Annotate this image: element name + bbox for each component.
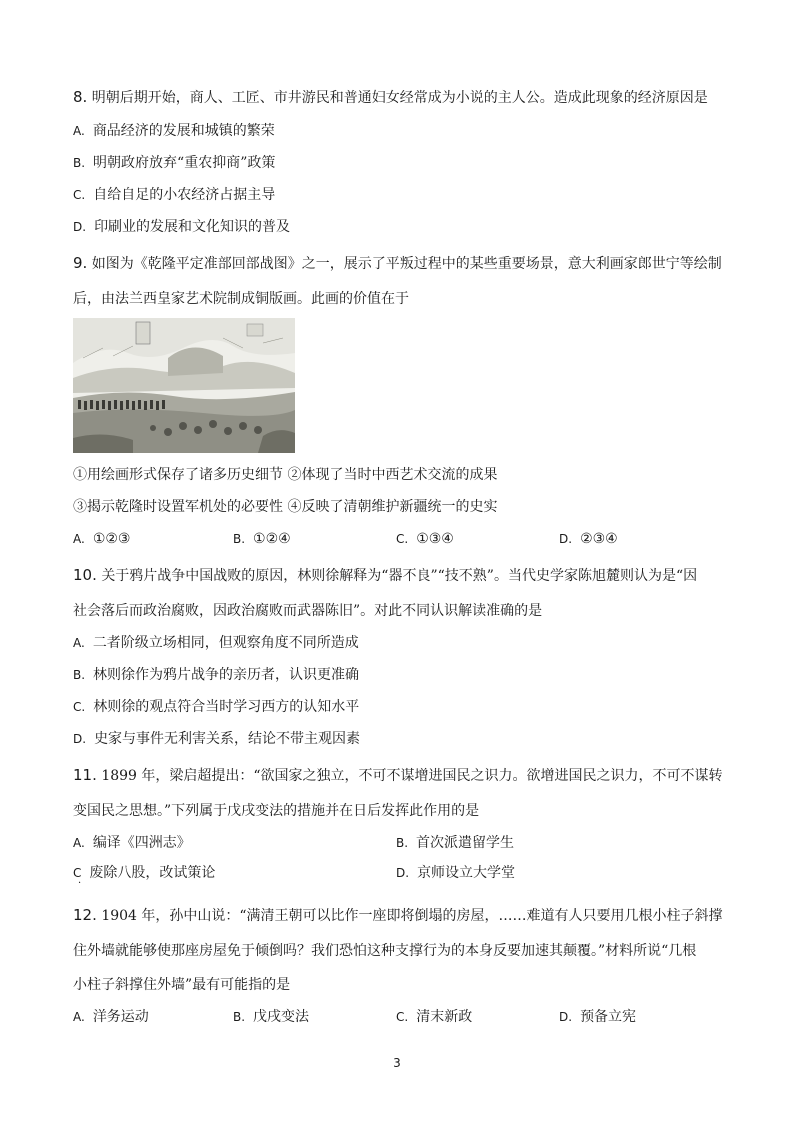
q9-option-c: C. ①③④ [396, 531, 454, 547]
q8-option-d: D. 印刷业的发展和文化知识的普及 [73, 219, 291, 235]
q9-number: 9. [73, 254, 88, 272]
q9-items-line2: ③揭示乾隆时设置军机处的必要性 ④反映了清朝维护新疆统一的史实 [73, 499, 498, 515]
q9-option-a: A. ①②③ [73, 531, 131, 547]
q11-number: 11. [73, 766, 97, 784]
q9-items-line1: ①用绘画形式保存了诸多历史细节 ②体现了当时中西艺术交流的成果 [73, 467, 498, 483]
q10-option-a: A. 二者阶级立场相同，但观察角度不同所造成 [73, 635, 359, 651]
q11-option-a: A. 编译《四洲志》 [73, 835, 191, 851]
q8-number: 8. [73, 88, 88, 106]
q12-stem-line3: 小柱子斜撑住外墙”最有可能指的是 [73, 977, 291, 993]
q8-stem [73, 88, 708, 107]
q12-number: 12. [73, 906, 97, 924]
qianlong-battle-painting [73, 318, 295, 453]
q12-option-c: C. 清末新政 [396, 1009, 473, 1025]
q10-number: 10. [73, 566, 97, 584]
q10-option-b: B. 林则徐作为鸦片战争的亲历者，认识更准确 [73, 667, 360, 683]
q8-option-a: A. 商品经济的发展和城镇的繁荣 [73, 123, 275, 139]
q8-option-b: B. 明朝政府放弃“重农抑商”政策 [73, 155, 276, 171]
q9-stem-line1: 9. 如图为《乾隆平定准部回部战图》之一，展示了平叛过程中的某些重要场景，意大利画家郎世宁等绘制 [73, 254, 722, 272]
q11-option-d: D. 京师设立大学堂 [396, 865, 516, 881]
q11-stem-line2: 变国民之思想。”下列属于戊戌变法的措施并在日后发挥此作用的是 [73, 803, 480, 819]
q8-option-c: C. 自给自足的小农经济占据主导 [73, 187, 276, 203]
q9-stem-line2: 后，由法兰西皇家艺术院制成铜版画。此画的价值在于 [73, 291, 409, 307]
q12-stem-line1: 12. 1904 年，孙中山说：“满清王朝可以比作一座即将倒塌的房屋，……难道有人只要用几根小柱子斜撑 [73, 906, 723, 924]
page-number: 3 [393, 1056, 401, 1070]
q9-option-b: B. ①②④ [233, 531, 291, 547]
q12-option-a: A. 洋务运动 [73, 1009, 149, 1025]
q12-stem-line2: 住外墙就能够使那座房屋免于倾倒吗？我们恐怕这种支撑行为的本身反要加速其颠覆。”材料所说“几根 [73, 943, 697, 959]
q11-option-b: B. 首次派遣留学生 [396, 835, 515, 851]
q10-stem-line2: 社会落后而政治腐败，因政治腐败而武器陈旧”。对此不同认识解读准确的是 [73, 603, 543, 619]
q8-stem-text: 明朝后期开始，商人、工匠、市井游民和普通妇女经常成为小说的主人公。造成此现象的经济原因是 [91, 90, 708, 106]
q9-option-d: D. ②③④ [559, 531, 618, 547]
q10-option-c: C. 林则徐的观点符合当时学习西方的认知水平 [73, 699, 360, 715]
q11-stem-line1: 11. 1899 年，梁启超提出：“欲国家之独立，不可不谋增进国民之识力。欲增进国民之识力，不可不谋转 [73, 766, 723, 784]
q10-stem-line1: 10. 关于鸦片战争中国战败的原因，林则徐解释为“器不良”“技不熟”。当代史学家陈旭麓则认为是“因 [73, 566, 698, 584]
stray-dot: · [78, 878, 82, 889]
q10-option-d: D. 史家与事件无利害关系，结论不带主观因素 [73, 731, 361, 747]
q11-option-c: C 废除八股，改试策论 [73, 865, 216, 881]
q12-option-b: B. 戊戌变法 [233, 1009, 310, 1025]
q12-option-d: D. 预备立宪 [559, 1009, 637, 1025]
